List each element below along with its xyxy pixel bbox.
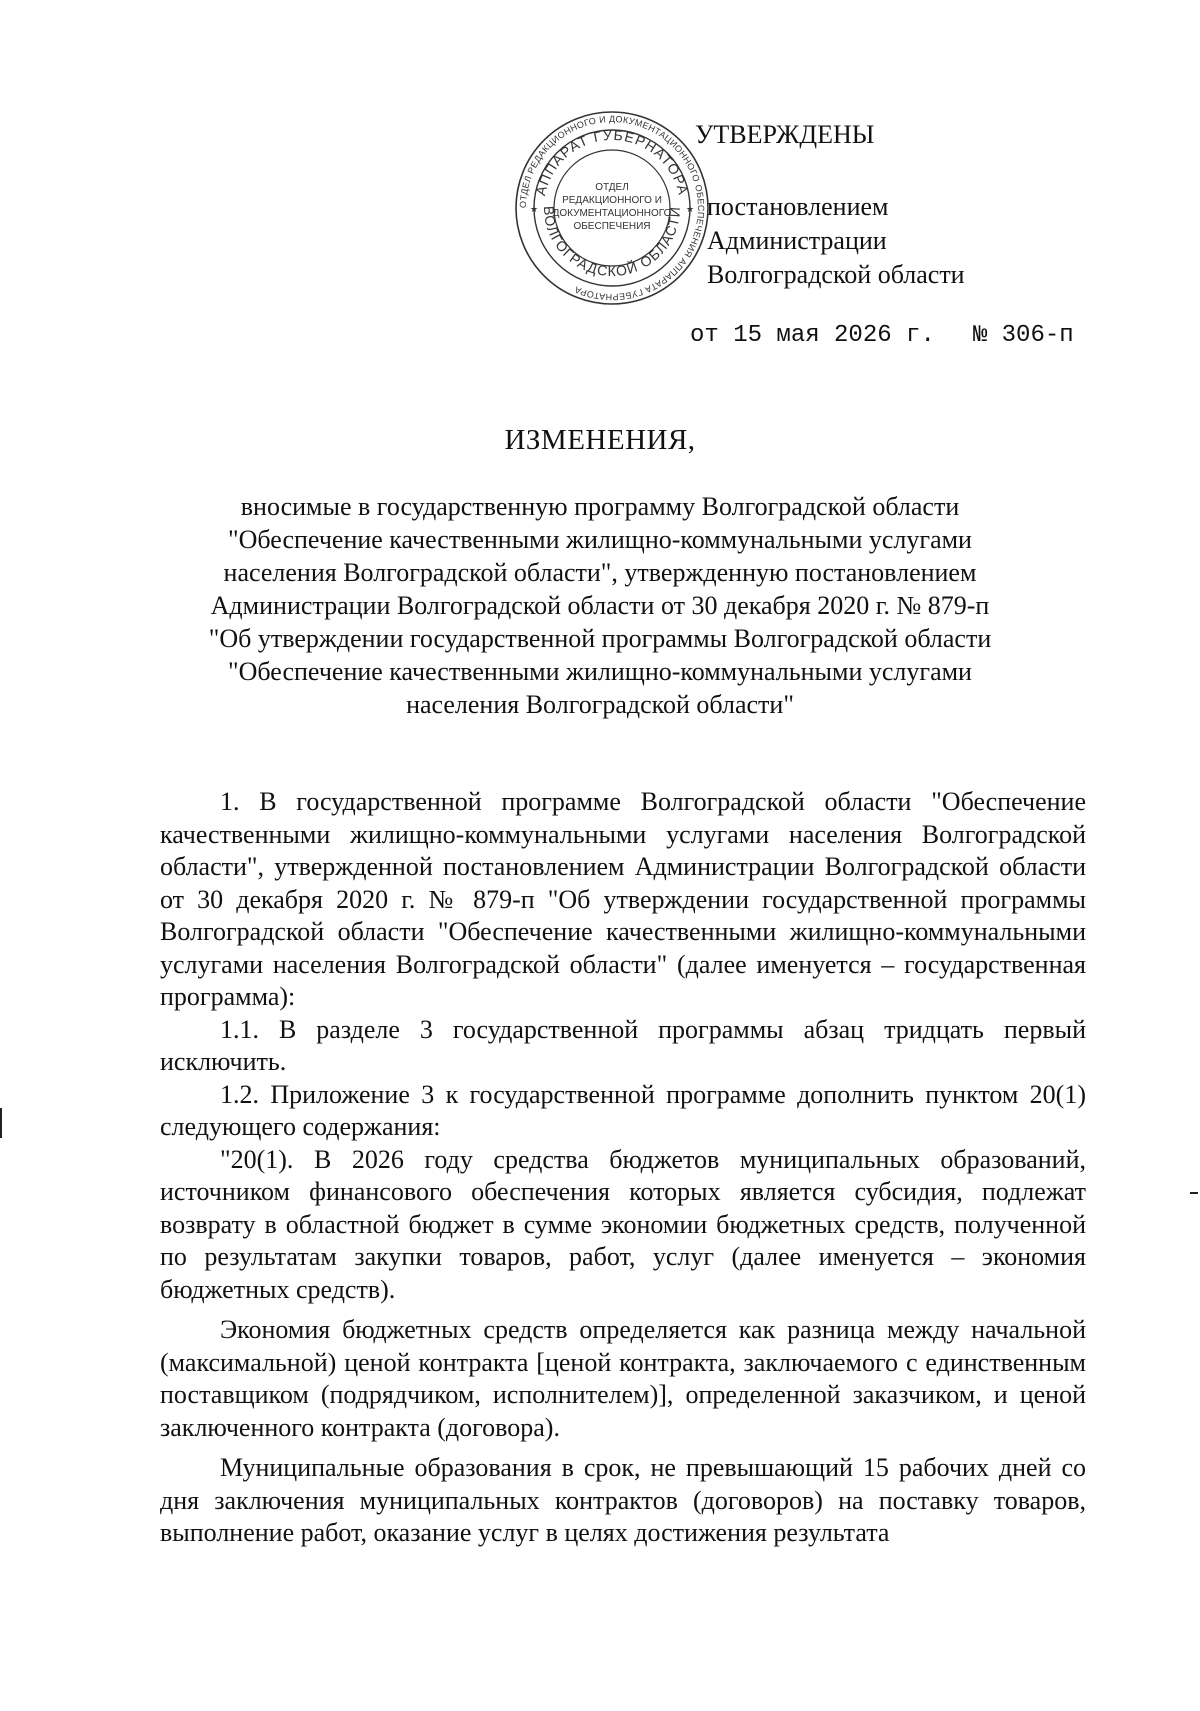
stamp-star-icon: ★ [686, 204, 695, 214]
subtitle-line: вносимые в государственную программу Волгоградской области [240, 492, 960, 521]
decree-number: № 306-п [972, 322, 1074, 349]
stamp-ring-top: АППАРАТ ГУБЕРНАТОРА [532, 126, 692, 198]
stamp-center-line: ДОКУМЕНТАЦИОННОГО [552, 208, 672, 219]
approval-line: постановлением [707, 192, 889, 221]
subtitle-line: Администрации Волгоградской области от 30 декабря 2020 г. № 879-п [210, 591, 990, 620]
scan-edge-mark-right [1190, 1192, 1198, 1194]
stamp-center-line: ОБЕСПЕЧЕНИЯ [573, 221, 651, 232]
body-paragraph: 1. В государственной программе Волгоградской области "Обеспечение качественными жилищно-коммунальными услугами населения Волгоградской области", утвержденной постановлением Администрации Волгоградской области от 30 декабря 2020 г. № 879-п "Об утверждении государственной программы Волгоградской области "Обеспечение качественными жилищно-коммунальными услугами населения Волгоградской области" (далее именуется – государственная программа): [160, 787, 1086, 1011]
official-stamp [512, 108, 712, 308]
scan-edge-mark-left [0, 1108, 2, 1138]
approval-line: Волгоградской области [707, 260, 965, 289]
stamp-star-icon: ★ [530, 204, 539, 214]
stamp-center-line: ОТДЕЛ [595, 182, 629, 193]
stamp-outer-text: ОТДЕЛ РЕДАКЦИОННОГО И ДОКУМЕНТАЦИОННОГО ОБЕСПЕЧЕНИЯ АППАРАТА ГУБЕРНАТОРА [517, 113, 707, 303]
document-subtitle [170, 490, 1030, 721]
stamp-ring-bottom: ВОЛГОГРАДСКОЙ ОБЛАСТИ [540, 205, 684, 280]
subtitle-line: "Обеспечение качественными жилищно-коммунальными услугами [228, 657, 972, 686]
approval-line: Администрации [707, 226, 887, 255]
subtitle-line: "Об утверждении государственной программы Волгоградской области [208, 624, 992, 653]
approval-heading: УТВЕРЖДЕНЫ [695, 120, 875, 149]
body-paragraph: 1.1. В разделе 3 государственной программы абзац тридцать первый исключить. [160, 1014, 1086, 1076]
body-paragraph: Экономия бюджетных средств определяется как разница между начальной (максимальной) ценой контракта [ценой контракта, заключаемого с единственным поставщиком (подрядчиком, исполнителем)], определенной заказчиком, и ценой заключенного контракта (договора). [160, 1315, 1086, 1442]
body-paragraph: "20(1). В 2026 году средства бюджетов муниципальных образований, источником финансового обеспечения которых является субсидия, подлежат возврату в областной бюджет в сумме экономии бюджетных средств, полученной по результатам закупки товаров, работ, услуг (далее именуется – экономия бюджетных средств). [160, 1144, 1086, 1304]
stamp-center-line: РЕДАКЦИОННОГО И [562, 195, 662, 206]
body-paragraph: 1.2. Приложение 3 к государственной программе дополнить пунктом 20(1) следующего содержания: [160, 1079, 1086, 1141]
decree-date: от 15 мая 2026 г. [690, 322, 935, 349]
document-title: ИЗМЕНЕНИЯ, [504, 424, 696, 456]
document-body [160, 786, 1086, 1550]
decree-reference [690, 322, 1074, 349]
subtitle-line: населения Волгоградской области" [406, 690, 794, 719]
body-paragraph: Муниципальные образования в срок, не превышающий 15 рабочих дней со дня заключения муниципальных контрактов (договоров) на поставку товаров, выполнение работ, оказание услуг в целях достижения результата [160, 1453, 1086, 1547]
subtitle-line: "Обеспечение качественными жилищно-коммунальными услугами [228, 525, 972, 554]
subtitle-line: населения Волгоградской области", утвержденную постановлением [223, 558, 977, 587]
